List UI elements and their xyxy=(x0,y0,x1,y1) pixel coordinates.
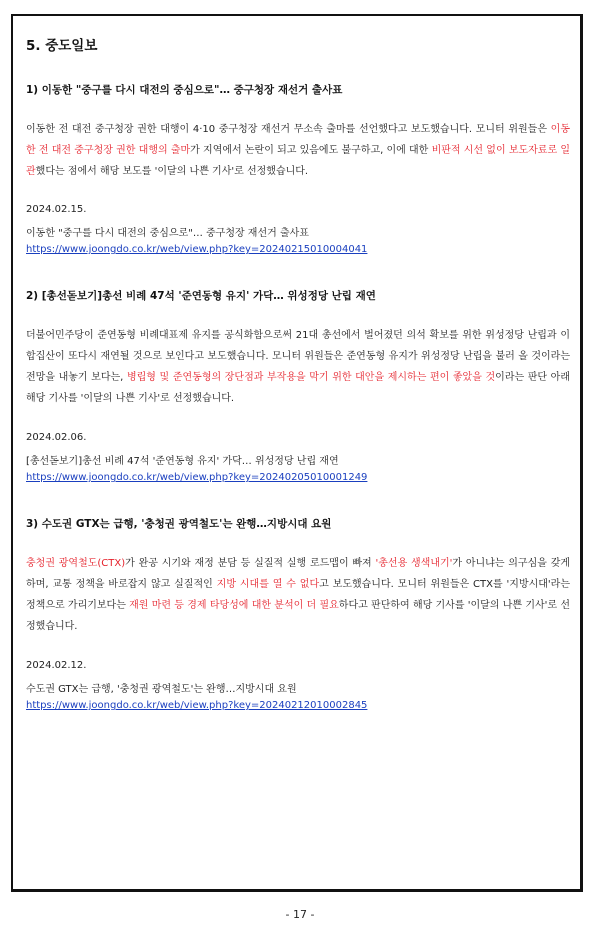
item-paragraph-1 xyxy=(26,119,570,182)
item-date-1: 2024.02.15. xyxy=(26,204,87,215)
paragraph-text: 가 아니냐는 의구심을 갖게 하며, 교통 정책을 바로잡지 않고 실질적인 xyxy=(26,558,571,590)
item-subtitle-1: 이동한 "중구를 다시 대전의 중심으로"… 중구청장 재선거 출사표 xyxy=(26,228,309,239)
highlight-text: 재원 마련 등 경제 타당성에 대한 분석이 더 필요 xyxy=(129,600,339,611)
highlight-text: 충청권 광역철도(CTX) xyxy=(26,558,126,569)
paragraph-text: 이동한 전 대전 중구청장 권한 대행이 4·10 중구청장 재선거 무소속 출마를 선언했다고 보도했습니다. 모니터 위원들은 xyxy=(26,124,551,135)
paragraph-text: 더불어민주당이 준연동형 비례대표제 유지를 공식화함으로써 21대 총선에서 벌어졌던 의석 확보를 위한 위성정당 난립과 이합집산이 또다시 재연될 것으로 보인다고 보도했습니다. 모니터 위원들은 준연동형 유지가 위성정당 난립을 불러 올 것이라는 전망을 내놓기 보다는, xyxy=(26,330,570,383)
item-link-2[interactable]: https://www.joongdo.co.kr/web/view.php?key=20240205010001249 xyxy=(26,472,368,483)
paragraph-text: 가 완공 시기와 재정 분담 등 실질적 실행 로드맵이 빠져 xyxy=(125,558,376,569)
item-heading-3: 3) 수도권 GTX는 급행, '충청권 광역철도'는 완행…지방시대 요원 xyxy=(26,518,332,530)
highlight-text: 지방 시대를 열 수 없다 xyxy=(216,579,320,590)
paragraph-text: 고 보도했습니다. 모니터 위원들은 CTX를 '지방시대'라는 정책으로 가리기보다는 xyxy=(26,579,570,611)
section-title: 5. 중도일보 xyxy=(26,38,98,54)
item-paragraph-3 xyxy=(26,553,570,637)
item-subtitle-2: [총선돋보기]총선 비례 47석 '준연동형 유지' 가닥… 위성정당 난립 재연 xyxy=(26,456,339,467)
item-subtitle-3: 수도권 GTX는 급행, '충청권 광역철도'는 완행…지방시대 요원 xyxy=(26,684,297,695)
highlight-text: '총선용 생색내기' xyxy=(375,558,453,569)
paragraph-text: 이라는 판단 아래 해당 기사를 '이달의 나쁜 기사'로 선정했습니다. xyxy=(26,372,571,404)
highlight-text: 비판적 시선 없이 보도자료로 일관 xyxy=(26,145,570,177)
item-heading-2: 2) [총선돋보기]총선 비례 47석 '준연동형 유지' 가닥… 위성정당 난립 재연 xyxy=(26,290,376,302)
item-date-2: 2024.02.06. xyxy=(26,432,87,443)
page-number: - 17 - xyxy=(285,908,315,921)
item-link-3[interactable]: https://www.joongdo.co.kr/web/view.php?key=20240212010002845 xyxy=(26,700,368,711)
item-paragraph-2 xyxy=(26,325,570,409)
paragraph-text: 하다고 판단하여 해당 기사를 '이달의 나쁜 기사'로 선정했습니다. xyxy=(26,600,570,632)
item-link-1[interactable]: https://www.joongdo.co.kr/web/view.php?key=20240215010004041 xyxy=(26,244,368,255)
paragraph-text: 했다는 점에서 해당 보도를 '이달의 나쁜 기사'로 선정했습니다. xyxy=(35,166,309,177)
item-date-3: 2024.02.12. xyxy=(26,660,87,671)
highlight-text: 병립형 및 준연동형의 장단점과 부작용을 막기 위한 대안을 제시하는 편이 좋았을 것 xyxy=(126,372,496,383)
item-heading-1: 1) 이동한 "중구를 다시 대전의 중심으로"… 중구청장 재선거 출사표 xyxy=(26,84,343,96)
highlight-text: 이동한 전 대전 중구청장 권한 대행의 출마 xyxy=(26,124,570,156)
paragraph-text: 가 지역에서 논란이 되고 있음에도 불구하고, 이에 대한 xyxy=(190,145,432,156)
